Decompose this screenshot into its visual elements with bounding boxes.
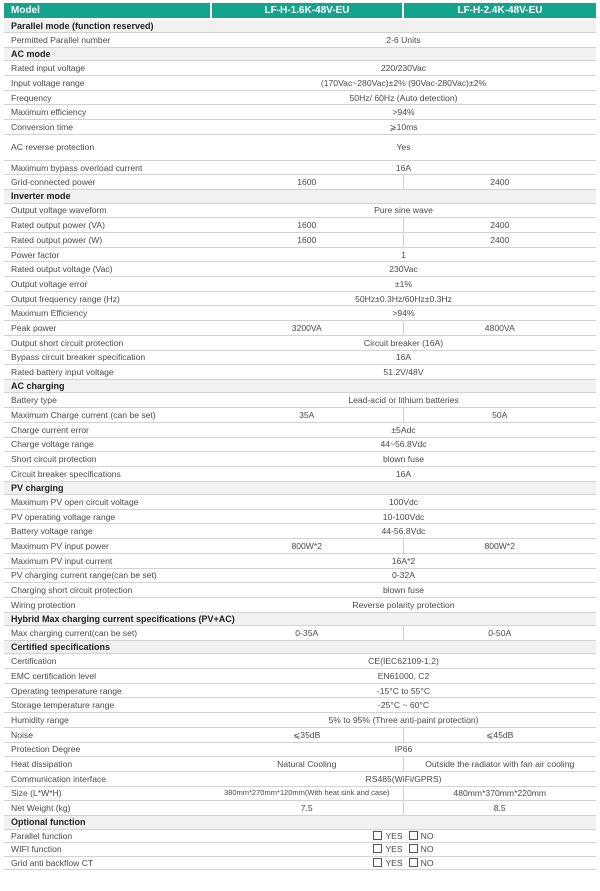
spec-value: >94% xyxy=(211,306,596,321)
table-row xyxy=(4,233,596,248)
spec-value-b: 50A xyxy=(403,408,596,423)
yes-label: YES xyxy=(385,857,403,868)
spec-label: Battery voltage range xyxy=(4,524,211,539)
no-label: NO xyxy=(420,857,434,868)
spec-label: Bypass circuit breaker specification xyxy=(4,350,211,365)
table-row xyxy=(4,683,596,698)
spec-value: 16A xyxy=(211,160,596,175)
table-row xyxy=(4,539,596,554)
table-row xyxy=(4,218,596,233)
spec-label: Permitted Parallel number xyxy=(4,33,211,48)
spec-label: Maximum PV open circuit voltage xyxy=(4,495,211,510)
spec-label: Grid-connected power xyxy=(4,175,211,190)
no-checkbox[interactable] xyxy=(409,844,418,853)
spec-label: Rated output power (VA) xyxy=(4,218,211,233)
option-label: WIFI function xyxy=(4,843,211,857)
table-row xyxy=(4,335,596,350)
table-row xyxy=(4,422,596,437)
spec-value: >94% xyxy=(211,105,596,120)
spec-label: Rated output voltage (Vac) xyxy=(4,262,211,277)
spec-label: Output voltage waveform xyxy=(4,203,211,218)
section-row xyxy=(4,640,596,654)
table-row xyxy=(4,350,596,365)
spec-label: Maximum PV input power xyxy=(4,539,211,554)
table-row xyxy=(4,134,596,160)
spec-value-a: 800W*2 xyxy=(211,539,403,554)
spec-label: PV charging current range(can be set) xyxy=(4,568,211,583)
spec-value-b: 0-50A xyxy=(403,626,596,641)
table-row xyxy=(4,408,596,423)
option-label: Parallel function xyxy=(4,829,211,843)
table-row xyxy=(4,757,596,772)
spec-value-a: 380mm*270mm*120mm(With heat sink and case) xyxy=(211,786,403,801)
spec-value-a: 0-35A xyxy=(211,626,403,641)
table-row xyxy=(4,90,596,105)
spec-label: Output short circuit protection xyxy=(4,335,211,350)
spec-label: Output voltage error xyxy=(4,277,211,292)
table-row xyxy=(4,786,596,801)
spec-value-a: 7.5 xyxy=(211,801,403,816)
option-row xyxy=(4,829,596,843)
spec-label: Rated input voltage xyxy=(4,61,211,76)
spec-value: Lead-acid or lithium batteries xyxy=(211,393,596,408)
table-row xyxy=(4,771,596,786)
spec-value: Circuit breaker (16A) xyxy=(211,335,596,350)
spec-label: Heat dissipation xyxy=(4,757,211,772)
spec-value: 0-32A xyxy=(211,568,596,583)
table-row xyxy=(4,713,596,728)
table-row xyxy=(4,120,596,135)
option-choices xyxy=(211,856,596,870)
spec-value-b: 800W*2 xyxy=(403,539,596,554)
spec-label: EMC certification level xyxy=(4,669,211,684)
table-row xyxy=(4,437,596,452)
spec-label: Operating temperature range xyxy=(4,683,211,698)
spec-label: Conversion time xyxy=(4,120,211,135)
header-model-a: LF-H-1.6K-48V-EU xyxy=(211,3,403,19)
option-choices xyxy=(211,829,596,843)
spec-value: Reverse polarity protection xyxy=(211,597,596,612)
spec-value: 51.2V/48V xyxy=(211,365,596,380)
spec-value-b: 480mm*370mm*220mm xyxy=(403,786,596,801)
spec-value: 50Hz/ 60Hz (Auto detection) xyxy=(211,90,596,105)
yes-label: YES xyxy=(385,830,403,841)
spec-value: IP66 xyxy=(211,742,596,757)
spec-value-b: 8.5 xyxy=(403,801,596,816)
spec-value-b: 2400 xyxy=(403,175,596,190)
table-row xyxy=(4,466,596,481)
spec-value-a: 3200VA xyxy=(211,321,403,336)
spec-value-b: ⩽45dB xyxy=(403,727,596,742)
spec-value: 230Vac xyxy=(211,262,596,277)
spec-value: -25°C ~ 60°C xyxy=(211,698,596,713)
spec-value: (170Vac~280Vac)±2% (90Vac-280Vac)±2% xyxy=(211,75,596,90)
spec-value: 44~56.8Vdc xyxy=(211,437,596,452)
spec-label: Humidity range xyxy=(4,713,211,728)
section-row xyxy=(4,815,596,829)
table-row xyxy=(4,698,596,713)
section-row xyxy=(4,190,596,204)
spec-value: CE(IEC62109-1,2) xyxy=(211,654,596,669)
spec-label: Maximum bypass overload current xyxy=(4,160,211,175)
table-row xyxy=(4,553,596,568)
table-row xyxy=(4,509,596,524)
spec-label: Noise xyxy=(4,727,211,742)
spec-label: Output frequency range (Hz) xyxy=(4,291,211,306)
table-row xyxy=(4,583,596,598)
section-title: AC charging xyxy=(4,379,596,393)
spec-label: Certification xyxy=(4,654,211,669)
table-row xyxy=(4,626,596,641)
spec-value-a: 35A xyxy=(211,408,403,423)
spec-label: Storage temperature range xyxy=(4,698,211,713)
section-title: Parallel mode (function reserved) xyxy=(4,19,596,33)
spec-value-b: 2400 xyxy=(403,233,596,248)
section-row xyxy=(4,19,596,33)
table-row xyxy=(4,524,596,539)
spec-label: Maximum Efficiency xyxy=(4,306,211,321)
section-row xyxy=(4,481,596,495)
spec-label: Rated output power (W) xyxy=(4,233,211,248)
spec-value: Yes xyxy=(211,134,596,160)
option-choices xyxy=(211,843,596,857)
option-row xyxy=(4,843,596,857)
table-row xyxy=(4,365,596,380)
spec-label: Charge voltage range xyxy=(4,437,211,452)
spec-value: 220/230Vac xyxy=(211,61,596,76)
table-row xyxy=(4,277,596,292)
table-row xyxy=(4,495,596,510)
spec-label: Battery type xyxy=(4,393,211,408)
yes-checkbox[interactable] xyxy=(373,844,382,853)
spec-value-a: 1600 xyxy=(211,218,403,233)
spec-label: Protection Degree xyxy=(4,742,211,757)
yes-label: YES xyxy=(385,844,403,855)
spec-label: Frequency xyxy=(4,90,211,105)
spec-value: 100Vdc xyxy=(211,495,596,510)
spec-value: 1 xyxy=(211,247,596,262)
table-row xyxy=(4,452,596,467)
spec-table xyxy=(4,3,596,870)
table-row xyxy=(4,175,596,190)
spec-value-a: 1600 xyxy=(211,175,403,190)
spec-label: Rated battery input voltage xyxy=(4,365,211,380)
spec-value-a: Natural Cooling xyxy=(211,757,403,772)
spec-value: -15°C to 55°C xyxy=(211,683,596,698)
section-title: PV charging xyxy=(4,481,596,495)
option-row xyxy=(4,856,596,870)
section-title: Certified specifications xyxy=(4,640,596,654)
section-row xyxy=(4,379,596,393)
table-row xyxy=(4,306,596,321)
spec-label: Circuit breaker specifications xyxy=(4,466,211,481)
spec-label: Short circuit protection xyxy=(4,452,211,467)
spec-value-a: 1600 xyxy=(211,233,403,248)
spec-label: Power factor xyxy=(4,247,211,262)
spec-label: Charge current error xyxy=(4,422,211,437)
spec-label: Max charging current(can be set) xyxy=(4,626,211,641)
table-row xyxy=(4,291,596,306)
spec-label: AC reverse protection xyxy=(4,134,211,160)
table-row xyxy=(4,75,596,90)
table-row xyxy=(4,247,596,262)
no-label: NO xyxy=(420,844,434,855)
header-row xyxy=(4,3,596,19)
spec-value-b: Outside the radiator with fan air cooling xyxy=(403,757,596,772)
spec-value: 50Hz±0.3Hz/60Hz±0.3Hz xyxy=(211,291,596,306)
yes-checkbox[interactable] xyxy=(373,831,382,840)
table-row xyxy=(4,669,596,684)
spec-value: 16A*2 xyxy=(211,553,596,568)
spec-label: Peak power xyxy=(4,321,211,336)
section-row xyxy=(4,47,596,61)
spec-value-a: ⩽35dB xyxy=(211,727,403,742)
section-title: Inverter mode xyxy=(4,190,596,204)
spec-value: ⩾10ms xyxy=(211,120,596,135)
spec-body xyxy=(4,19,596,870)
spec-value: 16A xyxy=(211,350,596,365)
spec-label: Maximum PV input current xyxy=(4,553,211,568)
spec-label: Communication interface xyxy=(4,771,211,786)
table-row xyxy=(4,321,596,336)
spec-value: blown fuse xyxy=(211,583,596,598)
spec-label: Maximum Charge current (can be set) xyxy=(4,408,211,423)
spec-value-b: 2400 xyxy=(403,218,596,233)
spec-value: 2-6 Units xyxy=(211,33,596,48)
section-title: Hybrid Max charging current specifications (PV+AC) xyxy=(4,612,596,626)
no-checkbox[interactable] xyxy=(409,858,418,867)
option-label: Grid anti backflow CT xyxy=(4,856,211,870)
table-row xyxy=(4,727,596,742)
table-row xyxy=(4,654,596,669)
spec-value: 5% to 95% (Three anti-paint protection) xyxy=(211,713,596,728)
spec-value-b: 4800VA xyxy=(403,321,596,336)
spec-value: EN61000, C2 xyxy=(211,669,596,684)
table-row xyxy=(4,597,596,612)
header-model-b: LF-H-2.4K-48V-EU xyxy=(403,3,596,19)
spec-label: PV operating voltage range xyxy=(4,509,211,524)
no-label: NO xyxy=(420,830,434,841)
table-row xyxy=(4,801,596,816)
spec-label: Size (L*W*H) xyxy=(4,786,211,801)
table-row xyxy=(4,33,596,48)
spec-label: Input voltage range xyxy=(4,75,211,90)
spec-label: Net Weight (kg) xyxy=(4,801,211,816)
spec-label: Maximum efficiency xyxy=(4,105,211,120)
spec-value: ±5Adc xyxy=(211,422,596,437)
table-row xyxy=(4,61,596,76)
spec-value: ±1% xyxy=(211,277,596,292)
table-row xyxy=(4,203,596,218)
spec-label: Wiring protection xyxy=(4,597,211,612)
section-row xyxy=(4,612,596,626)
spec-value: Pure sine wave xyxy=(211,203,596,218)
table-row xyxy=(4,393,596,408)
section-title: Optional function xyxy=(4,815,596,829)
spec-sheet xyxy=(4,3,596,870)
table-row xyxy=(4,105,596,120)
spec-value: 16A xyxy=(211,466,596,481)
spec-value: blown fuse xyxy=(211,452,596,467)
spec-value: RS485(WiFi/GPRS) xyxy=(211,771,596,786)
spec-value: 10-100Vdc xyxy=(211,509,596,524)
spec-value: 44-56.8Vdc xyxy=(211,524,596,539)
table-row xyxy=(4,160,596,175)
no-checkbox[interactable] xyxy=(409,831,418,840)
yes-checkbox[interactable] xyxy=(373,858,382,867)
spec-label: Charging short circuit protection xyxy=(4,583,211,598)
section-title: AC mode xyxy=(4,47,596,61)
table-row xyxy=(4,262,596,277)
table-row xyxy=(4,742,596,757)
table-row xyxy=(4,568,596,583)
header-model: Model xyxy=(4,3,211,19)
